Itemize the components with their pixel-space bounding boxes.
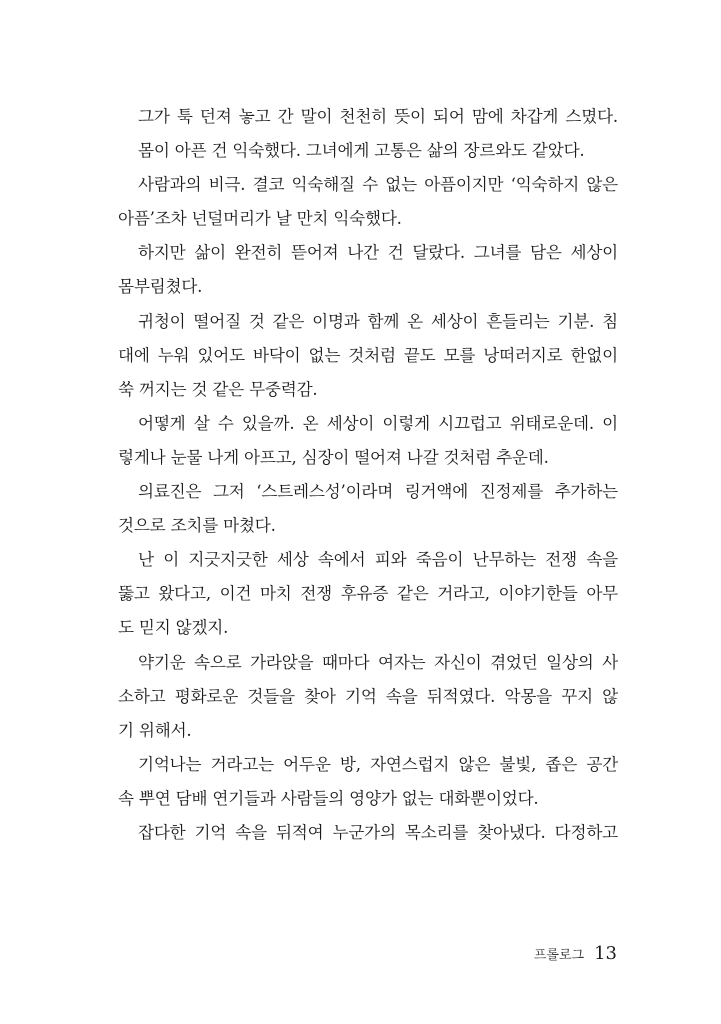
text-line: 쑥 꺼지는 것 같은 무중력감.: [118, 379, 318, 399]
text-line: 난 이 지긋지긋한 세상 속에서 피와 죽음이 난무하는 전쟁 속을: [138, 550, 618, 570]
text-line: 속 뿌연 담배 연기들과 사람들의 영양가 없는 대화뿐이었다.: [118, 788, 539, 808]
text-line: 렇게나 눈물 나게 아프고, 심장이 떨어져 나갈 것처럼 추운데.: [118, 447, 549, 467]
page-body-text: [118, 100, 618, 850]
running-title: 프롤로그: [533, 948, 585, 963]
text-line: 소하고 평화로운 것들을 찾아 기억 속을 뒤적였다. 악몽을 꾸지 않: [118, 686, 618, 706]
text-line: 약기운 속으로 가라앉을 때마다 여자는 자신이 겪었던 일상의 사: [138, 652, 618, 672]
text-line: 어떻게 살 수 있을까. 온 세상이 이렇게 시끄럽고 위태로운데. 이: [138, 413, 618, 433]
text-line: 기 위해서.: [118, 720, 192, 740]
text-line: 의료진은 그저 ‘스트레스성’이라며 링거액에 진정제를 추가하는: [138, 482, 618, 502]
text-line: 하지만 삶이 완전히 뜯어져 나간 건 달랐다. 그녀를 담은 세상이: [138, 243, 618, 263]
page-footer: [534, 943, 617, 964]
text-line: 몸이 아픈 건 익숙했다. 그녀에게 고통은 삶의 장르와도 같았다.: [138, 141, 585, 161]
text-line: 기억나는 거라고는 어두운 방, 자연스럽지 않은 불빛, 좁은 공간: [138, 754, 618, 774]
text-line: 사람과의 비극. 결코 익숙해질 수 없는 아픔이지만 ‘익숙하지 않은: [138, 175, 618, 195]
text-line: 그가 툭 던져 놓고 간 말이 천천히 뜻이 되어 맘에 차갑게 스몄다.: [138, 107, 618, 126]
text-line: 귀청이 떨어질 것 같은 이명과 함께 온 세상이 흔들리는 기분. 침: [138, 311, 618, 331]
text-line: 잡다한 기억 속을 뒤적여 누군가의 목소리를 찾아냈다. 다정하고: [138, 822, 618, 842]
page-number: 13: [594, 943, 617, 964]
text-line: 몸부림쳤다.: [118, 277, 203, 297]
text-line: 뚫고 왔다고, 이건 마치 전쟁 후유증 같은 거라고, 이야기한들 아무: [118, 584, 618, 604]
text-line: 대에 누워 있어도 바닥이 없는 것처럼 끝도 모를 낭떠러지로 한없이: [118, 345, 618, 365]
text-line: 아픔’조차 넌덜머리가 날 만치 익숙했다.: [118, 209, 402, 229]
text-line: 것으로 조치를 마쳤다.: [118, 516, 276, 536]
text-line: 도 믿지 않겠지.: [118, 618, 229, 638]
